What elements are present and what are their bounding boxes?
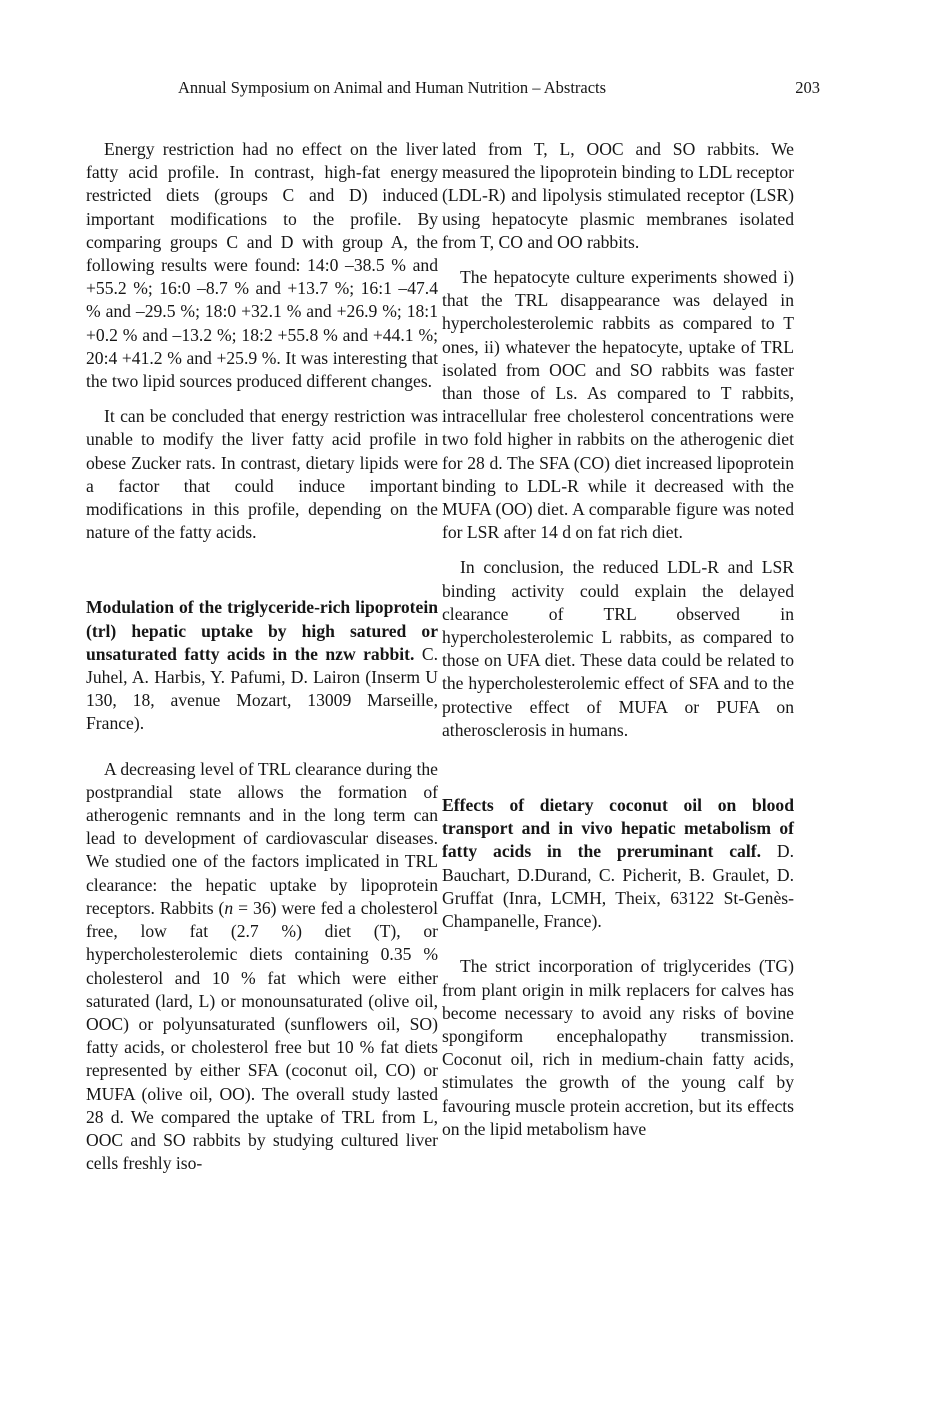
abstract2-paragraph-continued: lated from T, L, OOC and SO rabbits. We measured the lipoprotein binding to LDL receptor (LDL-R) and lipolysis stimulated receptor (LSR) using hepatocyte plasmic membranes isolated from T, CO and OO rabbits. [442, 139, 794, 252]
abstract2-paragraph-1 [86, 758, 438, 1176]
abstract2-text-a: A decreasing level of TRL clearance during the postprandial state allows the formation of atherogenic remnants and in the long term can lead to development of cardiovascular diseases. We studied one of the factors implicated in TRL clearance: the hepatic uptake by lipoprotein receptors. Rabbits ( [86, 758, 438, 918]
abstract2-authors: C. Juhel, A. Harbis, Y. Pafumi, D. Lairon (Inserm U 130, 18, avenue Mozart, 13009 Marseille, France). [86, 643, 438, 734]
abstract3-authors: D. Bauchart, D.Durand, C. Picherit, B. Graulet, D. Gruffat (Inra, LCMH, Theix, 63122 St-Genès-Champanelle, France). [442, 841, 794, 932]
abstract3-title: Effects of dietary coconut oil on blood transport and in vivo hepatic metabolism of fatty acids in the preruminant calf. [442, 795, 794, 862]
abstract3-paragraph-1: The strict incorporation of triglycerides (TG) from plant origin in milk replacers for calves has become necessary to avoid any risks of bovine spongiform encephalopathy transmission. Coconut oil, rich in medium-chain fatty acids, stimulates the growth of the young calf by favouring muscle protein accretion, but its effects on the lipid metabolism have [442, 956, 794, 1139]
left-column [86, 138, 438, 1175]
running-header [60, 78, 850, 100]
page-number: 203 [795, 78, 820, 97]
right-column [442, 138, 794, 1141]
abstract2-conclusion: In conclusion, the reduced LDL-R and LSR binding activity could explain the delayed clearance of TRL observed in hypercholesterolemic L rabbits, as compared to those on UFA diet. These data could be related to the hypercholesterolemic effect of SFA and to the protective effect of MUFA or PUFA on atherosclerosis in humans. [442, 557, 794, 740]
abstract2-text-b: = 36) were fed a cholesterol free, low fat (2.7 %) diet (T), or hypercholesterolemic diets containing 0.35 % cholesterol and 10 % fat which were either saturated (lard, L) or monounsaturated (olive oil, OOC) or polyunsaturated (sunflowers oil, SO) fatty acids, or cholesterol free but 10 % fat diets represented by either SFA (coconut oil, CO) or MUFA (olive oil, OO). The overall study lasted 28 d. We compared the uptake of TRL from L, OOC and SO rabbits by studying cultured liver cells freshly iso- [86, 897, 438, 1174]
abstract2-results: The hepatocyte culture experiments showed i) that the TRL disappearance was delayed in hypercholesterolemic rabbits as compared to T ones, ii) whatever the hepatocyte, uptake of TRL isolated from OOC and SO rabbits was faster than those of Ls. As compared to T rabbits, intracellular free cholesterol concentrations were two fold higher in rabbits on the atherogenic diet for 28 d. The SFA (CO) diet increased lipoprotein binding to LDL-R while it decreased with the MUFA (OO) diet. A comparable figure was noted for LSR after 14 d on fat rich diet. [442, 267, 794, 543]
running-title: Annual Symposium on Animal and Human Nutrition – Abstracts [178, 78, 607, 97]
abstract3-heading [442, 794, 794, 933]
abstract2-n-symbol: n [224, 897, 234, 918]
abstract2-title: Modulation of the triglyceride-rich lipoprotein (trl) hepatic uptake by high satured or unsaturated fatty acids in the nzw rabbit. [86, 597, 438, 664]
abstract1-paragraph-1: Energy restriction had no effect on the liver fatty acid profile. In contrast, high-fat energy restricted diets (groups C and D) induced important modifications to the profile. By comparing groups C and D with group A, the following results were found: 14:0 –38.5 % and +55.2 %; 16:0 –8.7 % and +13.7 %; 16:1 –47.4 % and –29.5 %; 18:0 +32.1 % and +26.9 %; 18:1 +0.2 % and –13.2 %; 18:2 +55.8 % and +44.1 %; 20:4 +41.2 % and +25.9 %. It was interesting that the two lipid sources produced different changes. [86, 139, 438, 392]
abstract1-conclusion: It can be concluded that energy restriction was unable to modify the liver fatty acid profile in obese Zucker rats. In contrast, dietary lipids were a factor that could induce important modifications in this profile, depending on the nature of the fatty acids. [86, 406, 438, 543]
abstract2-heading [86, 596, 438, 735]
